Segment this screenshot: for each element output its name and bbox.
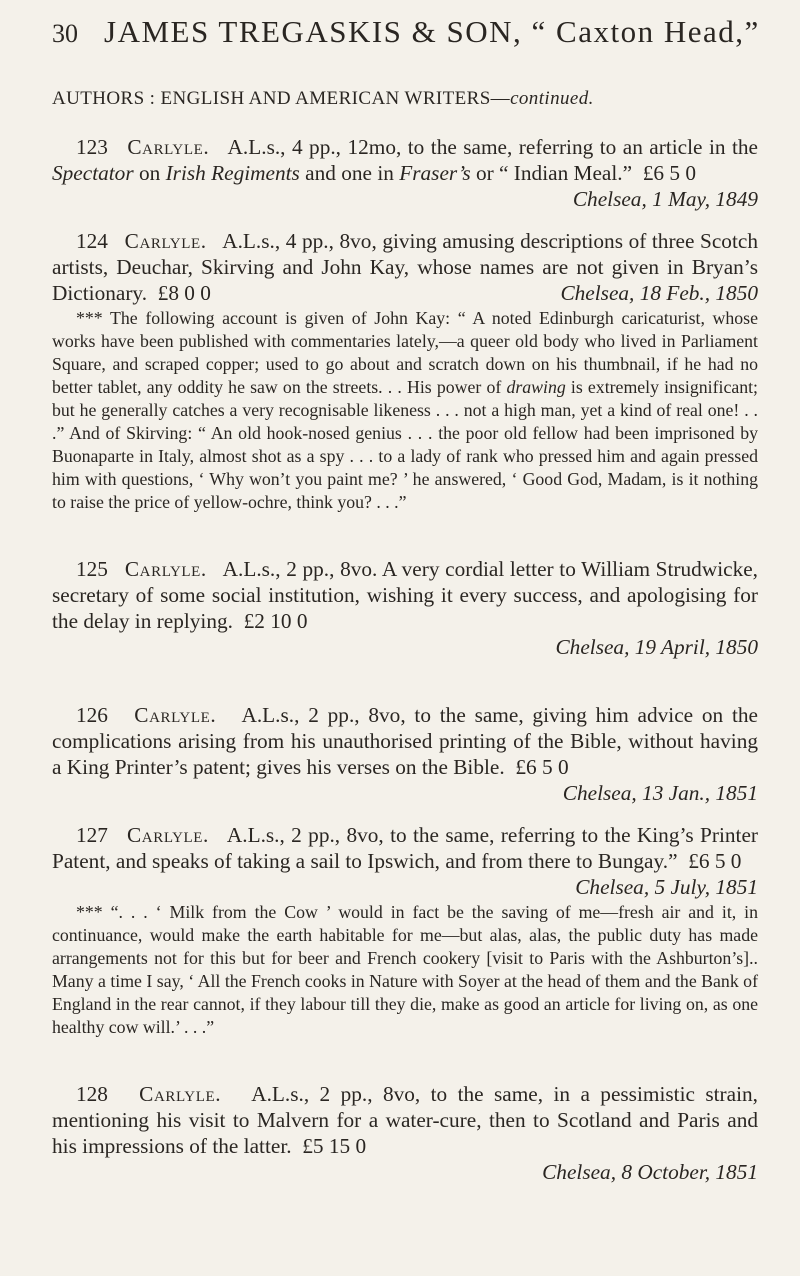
entry-text: A.L.s., 2 pp., 8vo, to the same, in a pessimistic strain, mentioning his visit to Malvern for a water-cure, then to Scotland and Paris and his impressions of the latter. [52, 1082, 758, 1158]
lot-number: 125 [76, 557, 108, 581]
entry-text: or “ Indian Meal.” [470, 161, 633, 185]
entry-date: Chelsea, 18 Feb., 1850 [560, 281, 758, 305]
note-text: is extremely insignificant; but he generally catches a very recognisable likeness . . . not a high man, yet a kind of real one! . . .” And of Skirving: “ An old hook-nosed genius . . . the poor old fellow had been imprisoned by Buonaparte in Italy, almost shot as a spy . . . to a lady of rank who pressed him and again pressed him with questions, ‘ Why won’t you paint me? ’ he answered, ‘ Good God, Madam, is it nothing to raise the price of yellow-ochre, think you? . . .” [52, 377, 758, 512]
running-head-title: JAMES TREGASKIS & SON, “ Caxton Head,” [104, 14, 760, 49]
catalogue-entry [52, 556, 758, 660]
entry-price: £2 10 0 [243, 609, 308, 633]
section-heading [52, 88, 758, 110]
entry-body [52, 556, 758, 634]
entry-text-italic: Spectator [52, 161, 134, 185]
catalogue-entry [52, 1081, 758, 1185]
entry-text: A.L.s., 2 pp., 8vo, to the same, giving him advice on the complications arising from his unauthorised printing of the Bible, without having a King Printer’s patent; gives his verses on the Bible. [52, 703, 758, 779]
entry-date: Chelsea, 19 April, 1850 [555, 635, 758, 659]
lot-number: 126 [76, 703, 108, 727]
entry-text-italic: Fraser’s [399, 161, 471, 185]
lot-number: 124 [76, 229, 108, 253]
note-text-italic: drawing [506, 377, 566, 397]
entry-note: *** “. . . ‘ Milk from the Cow ’ would in fact be the saving of me—fresh air and it, in continuance, would make the earth habitable for me—but alas, alas, the public duty has made arrangements not for this but for beer and French cookery [visit to Paris with the Ashburton’s].. Many a time I say, ‘ All the French cooks in Nature with Soyer at the head of them and the Bank of England in the rear cannot, if they labour till they die, make as good an article for living on, as one healthy cow will.’ . . .” [52, 902, 758, 1037]
entry-author: Carlyle. [139, 1082, 222, 1106]
lot-number: 128 [76, 1082, 108, 1106]
lot-number: 123 [76, 135, 108, 159]
section-heading-continued: continued. [510, 88, 594, 109]
section-heading-text: AUTHORS : ENGLISH AND AMERICAN WRITERS— [52, 88, 511, 109]
entry-body [52, 702, 758, 805]
entry-date: Chelsea, 5 July, 1851 [575, 875, 758, 899]
entry-text: A.L.s., 2 pp., 8vo. A very cordial letter to William Strudwicke, secretary of some social institution, wishing it every success, and apologising for the delay in replying. [52, 557, 758, 633]
catalogue-entry [52, 228, 758, 514]
entry-author: Carlyle. [124, 557, 207, 581]
entry-date: Chelsea, 8 October, 1851 [542, 1160, 758, 1184]
entry-body [52, 134, 758, 211]
entry-date: Chelsea, 1 May, 1849 [572, 187, 758, 211]
entry-text: A.L.s., 4 pp., 12mo, to the same, referring to an article in the [227, 135, 758, 159]
entry-note [52, 307, 758, 514]
entry-price: £6 5 0 [688, 849, 742, 873]
entry-body [52, 1081, 758, 1159]
catalogue-entry [52, 134, 758, 211]
entry-text: A.L.s., 4 pp., 8vo, giving amusing descriptions of three Scotch artists, Deuchar, Skirving and John Kay, whose names are not given in Bryan’s Dictionary. [52, 229, 758, 305]
lot-number: 127 [76, 823, 108, 847]
running-head [52, 0, 760, 49]
entry-body [52, 228, 758, 306]
entry-text: A.L.s., 2 pp., 8vo, to the same, referring to the King’s Printer Patent, and speaks of taking a sail to Ipswich, and from there to Bungay.” [52, 823, 758, 873]
entry-author: Carlyle. [124, 229, 207, 253]
page-number: 30 [52, 19, 78, 48]
entry-body [52, 822, 758, 900]
catalogue-entry [52, 702, 758, 805]
catalogue-entry [52, 822, 758, 1039]
entry-price: £6 5 0 [515, 755, 569, 779]
entry-text: on [133, 161, 166, 185]
entry-author: Carlyle. [134, 703, 217, 727]
entry-date: Chelsea, 13 Jan., 1851 [562, 781, 758, 805]
entry-price: £6 5 0 [642, 161, 696, 185]
entry-text-italic: Irish Regiments [165, 161, 300, 185]
entry-author: Carlyle. [127, 823, 209, 847]
entry-price: £5 15 0 [302, 1134, 367, 1158]
entry-price: £8 0 0 [157, 281, 211, 305]
entry-author: Carlyle. [127, 135, 210, 159]
note-text: *** The following account is given of John Kay: “ A noted Edinburgh caricaturist, whose works have been published with commentaries lately,—a queer old body who lived in Parliament Square, and scraped copper; used to go about and scratch down on his thumbnail, if he had no better tablet, any oddity he saw on the streets. . . His power of [52, 308, 758, 397]
entry-text: and one in [299, 161, 400, 185]
